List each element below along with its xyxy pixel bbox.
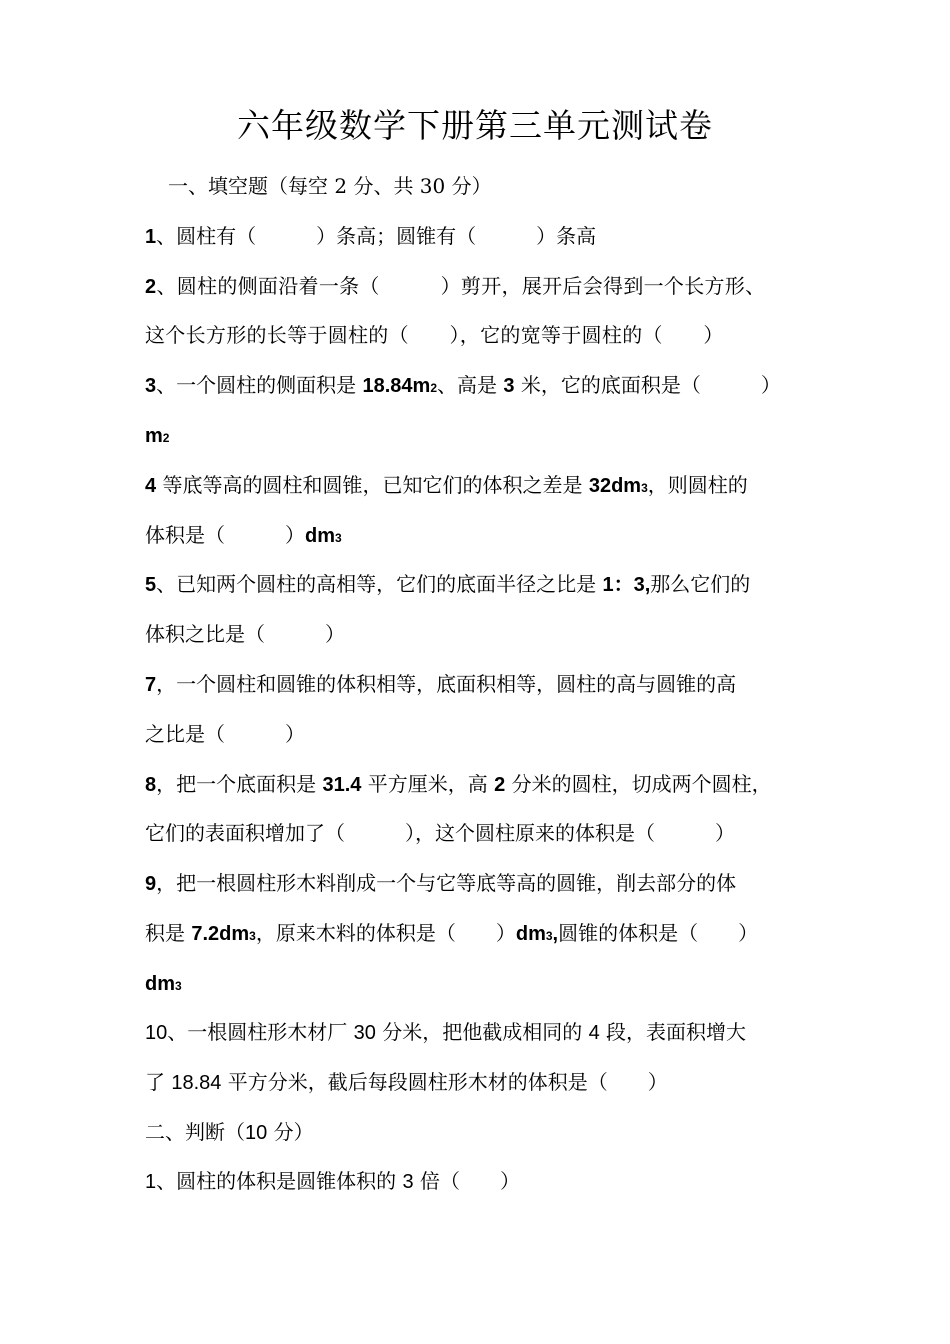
question-text: 圆锥的体积是（ ） — [558, 921, 759, 945]
question-10-line-1 — [145, 1017, 815, 1048]
question-5-line-2: 体积之比是（ ） — [145, 622, 345, 646]
question-1 — [145, 221, 815, 252]
unit-label: m — [145, 425, 163, 447]
question-7-line-2: 之比是（ ） — [145, 722, 305, 746]
multiple-value: 3 — [402, 1171, 414, 1193]
question-3 — [145, 370, 815, 403]
question-2-line-2: 这个长方形的长等于圆柱的（ ），它的宽等于圆柱的（ ） — [145, 323, 724, 347]
volume-value: 7.2dm — [191, 923, 250, 945]
question-text: 、圆柱的体积是圆锥体积的 — [156, 1169, 403, 1193]
question-text: ，把一个底面积是 — [156, 772, 323, 796]
unit-label: dm — [305, 525, 335, 547]
superscript: 3 — [641, 481, 648, 495]
question-number: 3 — [145, 375, 157, 397]
segment-count: 4 — [588, 1022, 600, 1044]
question-4-line-2 — [145, 520, 815, 553]
area-value: 18.84m — [362, 375, 431, 397]
superscript: 2 — [162, 431, 170, 445]
question-text: ，则圆柱的 — [647, 473, 748, 497]
superscript: 3 — [545, 929, 553, 943]
question-number: 1 — [145, 1171, 157, 1193]
question-number: 5 — [145, 574, 157, 596]
question-text: ，一个圆柱和圆锥的体积相等，底面积相等，圆柱的高与圆锥的高 — [156, 672, 737, 696]
question-8-line-2: 它们的表面积增加了（ ），这个圆柱原来的体积是（ ） — [145, 821, 735, 845]
question-number: 8 — [145, 774, 157, 796]
section-text: 分） — [267, 1120, 314, 1144]
question-number: 10 — [145, 1022, 168, 1044]
question-9-line-2 — [145, 918, 815, 951]
question-number: 2 — [145, 276, 157, 298]
question-number: 9 — [145, 873, 157, 895]
section-text: 二、判断（ — [145, 1120, 245, 1144]
question-text: 等底等高的圆柱和圆锥，已知它们的体积之差是 — [156, 473, 589, 497]
question-9-unit — [145, 968, 815, 1001]
area-increase-value: 18.84 — [171, 1072, 222, 1094]
question-text: 、高是 — [437, 373, 504, 397]
question-text: 、一个圆柱的侧面积是 — [156, 373, 363, 397]
section-heading-fill-blank: 一、填空题（每空 2 分、共 30 分） — [168, 174, 492, 198]
question-text: 、圆柱有（ ）条高；圆锥有（ ）条高 — [156, 224, 597, 248]
superscript: 3 — [335, 531, 342, 545]
question-text: 、已知两个圆柱的高相等，它们的底面半径之比是 — [156, 572, 603, 596]
question-3-unit — [145, 420, 815, 453]
page-title: 六年级数学下册第三单元测试卷 — [237, 106, 713, 145]
superscript: 3 — [175, 979, 182, 993]
ratio-value: 1：3, — [602, 574, 651, 596]
question-text: 积是 — [145, 921, 192, 945]
section-points: 10 — [245, 1122, 268, 1144]
unit-comma: , — [552, 923, 559, 945]
question-text: ，把一根圆柱形木料削成一个与它等底等高的圆锥，削去部分的体 — [156, 871, 737, 895]
unit-label: dm — [145, 973, 175, 995]
question-text: 平方分米，截后每段圆柱形木材的体积是（ ） — [221, 1070, 668, 1094]
question-5-line-1 — [145, 569, 815, 600]
height-value: 3 — [503, 375, 515, 397]
question-number: 7 — [145, 674, 157, 696]
question-text: 米，它的底面积是（ ） — [514, 373, 781, 397]
question-4-line-1 — [145, 470, 815, 503]
question-number: 1 — [145, 226, 157, 248]
superscript: 2 — [430, 381, 438, 395]
question-text: 、一根圆柱形木材厂 — [167, 1020, 354, 1044]
question-7-line-1 — [145, 669, 815, 700]
unit-label: dm — [515, 923, 546, 945]
volume-difference: 32dm — [588, 475, 642, 497]
length-value: 30 — [353, 1022, 376, 1044]
section-heading-judgement — [145, 1117, 815, 1148]
question-text: 分米的圆柱，切成两个圆柱， — [505, 772, 772, 796]
question-number: 4 — [145, 475, 157, 497]
question-text: 那么它们的 — [650, 572, 751, 596]
question-text: 平方厘米，高 — [361, 772, 495, 796]
question-text: 倍（ ） — [413, 1169, 520, 1193]
superscript: 3 — [249, 929, 256, 943]
question-8-line-1 — [145, 769, 815, 800]
area-value: 31.4 — [322, 774, 362, 796]
question-text: 段，表面积增大 — [599, 1020, 747, 1044]
question-text: 分米，把他截成相同的 — [375, 1020, 589, 1044]
height-value: 2 — [494, 774, 506, 796]
question-10-line-2 — [145, 1067, 815, 1098]
judgement-1 — [145, 1166, 815, 1197]
question-text: 了 — [145, 1070, 172, 1094]
question-text: ，原来木料的体积是（ ） — [255, 921, 516, 945]
question-2-line-1 — [145, 271, 815, 302]
question-9-line-1 — [145, 868, 815, 899]
question-text: 、圆柱的侧面沿着一条（ ）剪开，展开后会得到一个长方形、 — [156, 274, 766, 298]
question-text: 体积是（ ） — [145, 523, 305, 547]
